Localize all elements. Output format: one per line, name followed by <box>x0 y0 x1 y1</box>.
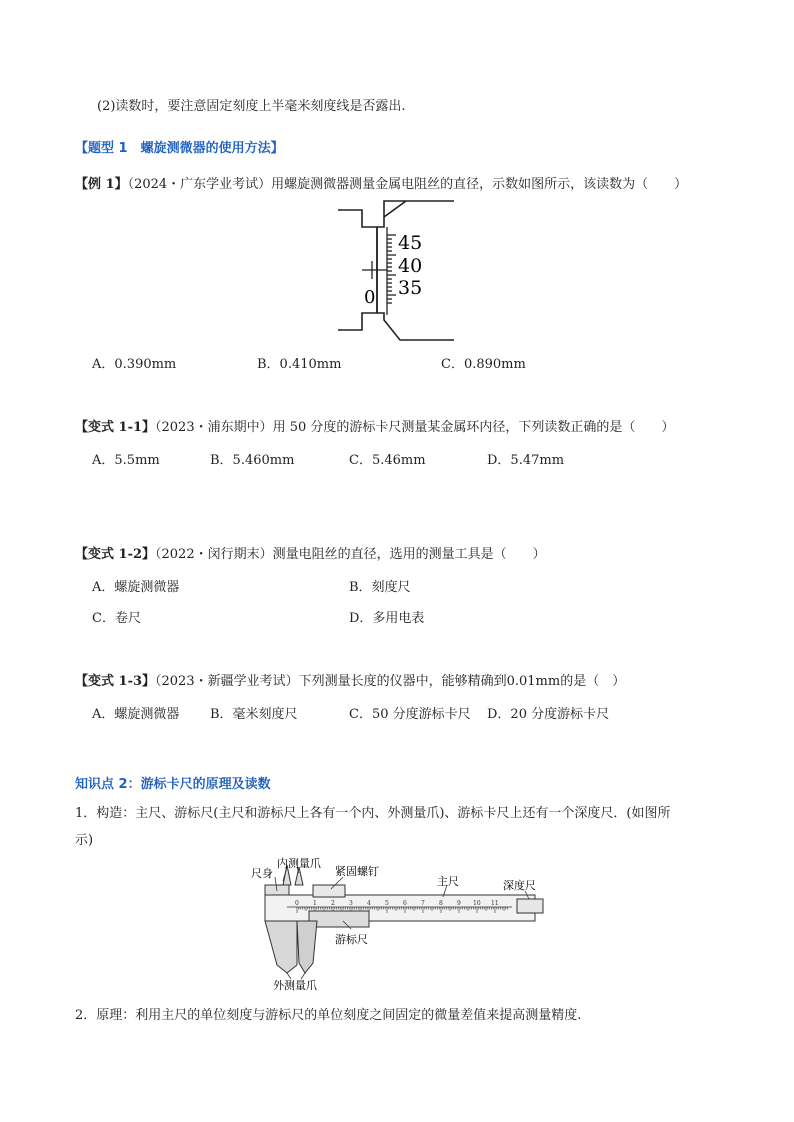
v12-option-c[interactable]: C．卷尺 <box>92 611 141 626</box>
svg-text:9: 9 <box>457 900 461 907</box>
variant-1-3-prefix: 【变式 1-3】 <box>75 674 156 689</box>
v11-option-c[interactable]: C．5.46mm <box>349 453 426 468</box>
v12-option-d[interactable]: D．多用电表 <box>349 611 425 626</box>
thimble-label-40: 40 <box>398 255 423 277</box>
type1-heading: 【题型 1 螺旋测微器的使用方法】 <box>75 141 284 156</box>
label-lock-screw: 紧固螺钉 <box>335 865 379 878</box>
variant-1-1-question <box>75 416 674 435</box>
v11-option-a[interactable]: A．5.5mm <box>92 453 160 468</box>
kp2-heading: 知识点 2：游标卡尺的原理及读数 <box>75 777 271 792</box>
svg-text:5: 5 <box>385 900 389 907</box>
variant-1-2-text: （2022・闵行期末）测量电阻丝的直径，选用的测量工具是（ ） <box>155 547 546 562</box>
vernier-caliper-figure <box>247 855 547 995</box>
kp2-item2: 2．原理：利用主尺的单位刻度与游标尺的单位刻度之间固定的微量差值来提高测量精度. <box>75 1008 582 1023</box>
variant-1-2-prefix: 【变式 1-2】 <box>75 547 156 562</box>
v13-option-c[interactable]: C．50 分度游标卡尺 <box>349 707 471 722</box>
svg-text:8: 8 <box>439 900 443 907</box>
v11-option-b[interactable]: B．5.460mm <box>210 453 295 468</box>
svg-text:10: 10 <box>473 900 481 907</box>
svg-text:1: 1 <box>313 900 317 907</box>
thimble-label-35: 35 <box>398 277 423 299</box>
variant-1-3-text: （2023・新疆学业考试）下列测量长度的仪器中，能够精确到0.01mm的是（ ） <box>155 674 626 689</box>
sleeve-label-0: 0 <box>364 287 376 308</box>
variant-1-1-prefix: 【变式 1-1】 <box>75 420 156 435</box>
ex1-option-a[interactable]: A．0.390mm <box>92 357 177 372</box>
label-depth-rod: 深度尺 <box>503 879 536 892</box>
svg-text:6: 6 <box>403 900 407 907</box>
svg-text:3: 3 <box>349 900 353 907</box>
label-vernier-scale: 游标尺 <box>335 933 368 946</box>
v13-option-d[interactable]: D．20 分度游标卡尺 <box>487 707 610 722</box>
v12-option-a[interactable]: A．螺旋测微器 <box>92 580 180 595</box>
label-main-scale: 主尺 <box>437 875 459 888</box>
svg-text:2: 2 <box>331 900 335 907</box>
ex1-option-b[interactable]: B．0.410mm <box>257 357 342 372</box>
micrometer-figure <box>334 195 484 345</box>
variant-1-3-question <box>75 670 625 689</box>
example-1-text: （2024・广东学业考试）用螺旋测微器测量金属电阻丝的直径，示数如图所示，该读数为（ ） <box>127 177 688 192</box>
example-1-prefix: 【例 1】 <box>75 177 128 192</box>
svg-text:11: 11 <box>491 900 499 907</box>
kp2-item1-line1: 1．构造：主尺、游标尺(主尺和游标尺上各有一个内、外测量爪)、游标卡尺上还有一个深度尺．(如图所 <box>75 806 671 821</box>
svg-text:7: 7 <box>421 900 425 907</box>
variant-1-2-question <box>75 543 546 562</box>
svg-text:0: 0 <box>295 900 299 907</box>
thimble-label-45: 45 <box>398 232 423 254</box>
variant-1-1-text: （2023・浦东期中）用 50 分度的游标卡尺测量某金属环内径，下列读数正确的是（ ） <box>155 420 675 435</box>
v13-option-b[interactable]: B．毫米刻度尺 <box>210 707 298 722</box>
v12-option-b[interactable]: B．刻度尺 <box>349 580 411 595</box>
svg-text:4: 4 <box>367 900 371 907</box>
kp2-item1-line2: 示) <box>75 833 94 848</box>
intro-line: (2)读数时，要注意固定刻度上半毫米刻度线是否露出. <box>97 99 406 114</box>
example-1-question <box>75 173 687 192</box>
ex1-option-c[interactable]: C．0.890mm <box>441 357 526 372</box>
v13-option-a[interactable]: A．螺旋测微器 <box>92 707 180 722</box>
v11-option-d[interactable]: D．5.47mm <box>487 453 565 468</box>
label-ruler-body: 尺身 <box>251 867 273 880</box>
label-inner-jaws: 内测量爪 <box>277 857 321 870</box>
label-outer-jaws: 外测量爪 <box>273 979 317 992</box>
